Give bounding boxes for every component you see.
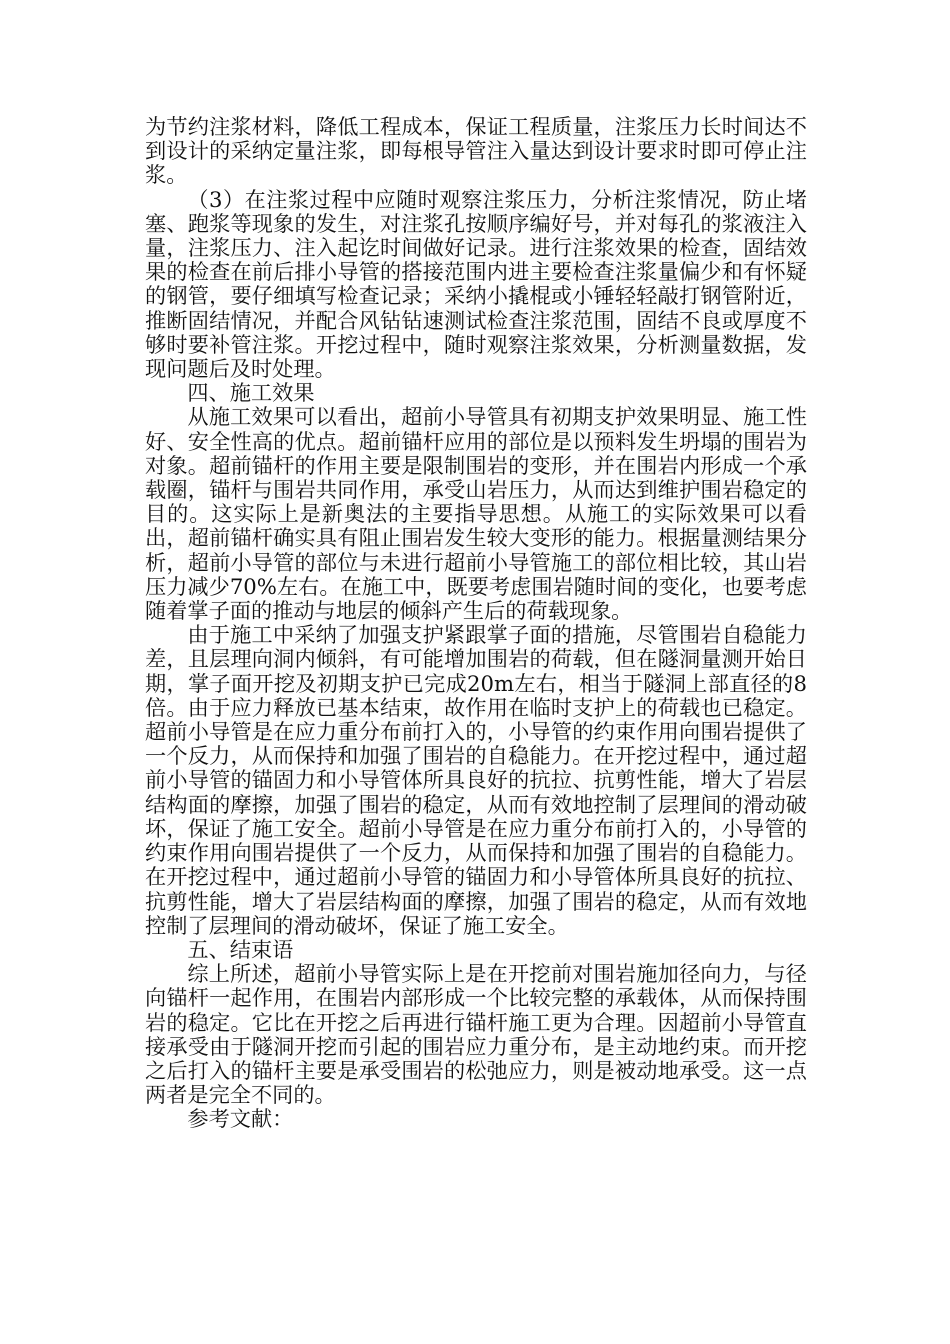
paragraph-conclusion: 综上所述，超前小导管实际上是在开挖前对围岩施加径向力，与径向锚杆一起作用，在围岩内部形成一个比较完整的承载体，从而保持围岩的稳定。它比在开挖之后再进行锚杆施工更为合理。因超前小导管直接承受由于隧洞开挖而引起的围岩应力重分布，是主动地约束。而开挖之后打入的锚杆主要是承受围岩的松弛应力，则是被动地承受。这一点两者是完全不同的。 <box>145 961 807 1108</box>
document-page <box>145 115 807 1132</box>
section-heading-conclusion: 五、结束语 <box>187 936 294 962</box>
paragraph-construction-effect: 从施工效果可以看出，超前小导管具有初期支护效果明显、施工性好、安全性高的优点。超前锚杆应用的部位是以预料发生坍塌的围岩为对象。超前锚杆的作用主要是限制围岩的变形，并在围岩内形成一个承载圈，锚杆与围岩共同作用，承受山岩压力，从而达到维护围岩稳定的目的。这实际上是新奥法的主要指导思想。从施工的实际效果可以看出，超前锚杆确实具有阻止围岩发生较大变形的能力。根据量测结果分析，超前小导管的部位与未进行超前小导管施工的部位相比较，其山岩压力减少70%左右。在施工中，既要考虑围岩随时间的变化，也要考虑随着掌子面的推动与地层的倾斜产生后的荷载现象。 <box>145 404 807 624</box>
section-heading-references: 参考文献： <box>187 1106 294 1132</box>
paragraph-support-measures: 由于施工中采纳了加强支护紧跟掌子面的措施，尽管围岩自稳能力差，且层理向洞内倾斜，有可能增加围岩的荷载，但在隧洞量测开始日期，掌子面开挖及初期支护已完成20m左右，相当于隧洞上部直径的8倍。由于应力释放已基本结束，故作用在临时支护上的荷载也已稳定。超前小导管是在应力重分布前打入的，小导管的约束作用向围岩提供了一个反力，从而保持和加强了围岩的自稳能力。在开挖过程中，通过超前小导管的锚固力和小导管体所具良好的抗拉、抗剪性能，增大了岩层结构面的摩擦，加强了围岩的稳定，从而有效地控制了层理间的滑动破坏，保证了施工安全。超前小导管是在应力重分布前打入的，小导管的约束作用向围岩提供了一个反力，从而保持和加强了围岩的自稳能力。在开挖过程中，通过超前小导管的锚固力和小导管体所具良好的抗拉、抗剪性能，增大了岩层结构面的摩擦，加强了围岩的稳定，从而有效地控制了层理间的滑动破坏，保证了施工安全。 <box>145 622 807 938</box>
paragraph-grouting-intro: 为节约注浆材料，降低工程成本，保证工程质量，注浆压力长时间达不到设计的采纳定量注浆，即每根导管注入量达到设计要求时即可停止注浆。 <box>145 114 807 188</box>
paragraph-grouting-observation: （3）在注浆过程中应随时观察注浆压力，分析注浆情况，防止堵塞、跑浆等现象的发生，对注浆孔按顺序编好号，并对每孔的浆液注入量，注浆压力、注入起讫时间做好记录。进行注浆效果的检查，固结效果的检查在前后排小导管的搭接范围内进主要检查注浆量偏少和有怀疑的钢管，要仔细填写检查记录；采纳小撬棍或小锤轻轻敲打钢管附近，推断固结情况，并配合风钻钻速测试检查注浆范围，固结不良或厚度不够时要补管注浆。开挖过程中，随时观察注浆效果，分析测量数据，发现问题后及时处理。 <box>145 186 807 382</box>
section-heading-construction-effect: 四、施工效果 <box>187 380 315 406</box>
